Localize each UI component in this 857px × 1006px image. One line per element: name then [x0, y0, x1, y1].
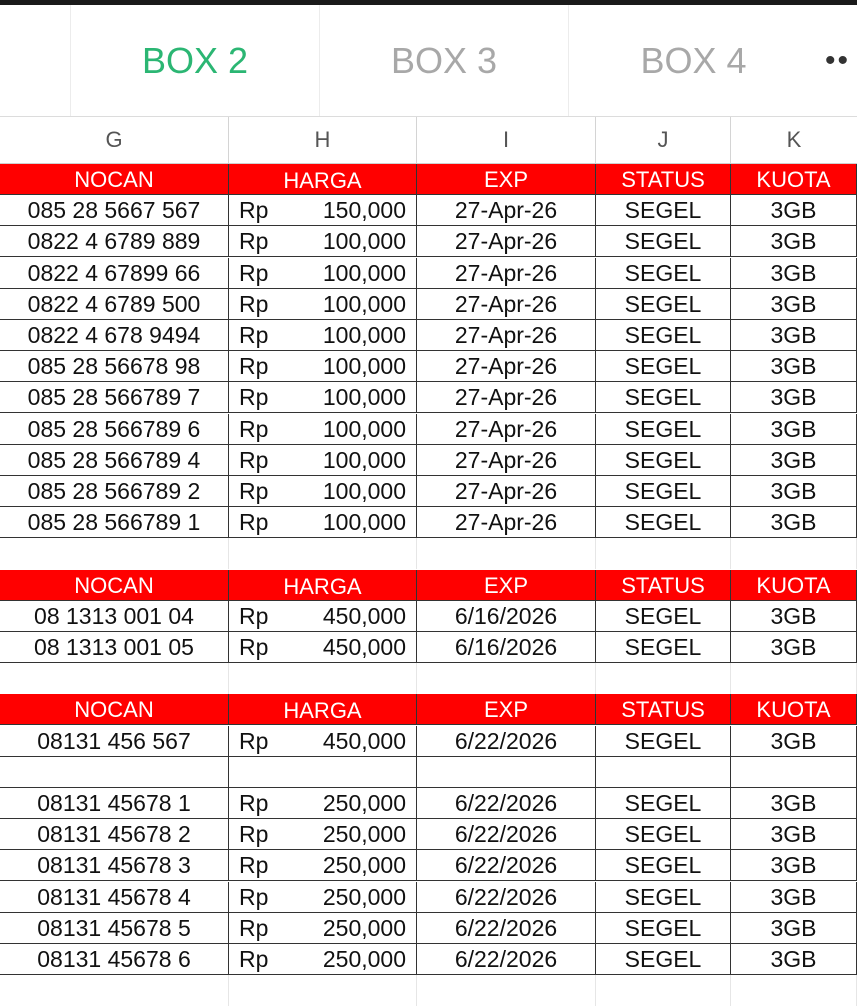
cell-kuota[interactable]: 3GB — [731, 414, 857, 445]
cell-exp[interactable]: 6/22/2026 — [417, 913, 596, 944]
cell-harga[interactable] — [229, 757, 417, 788]
blank-row — [0, 538, 857, 569]
cell-harga[interactable] — [229, 944, 417, 975]
currency-label: Rp — [239, 946, 269, 972]
empty-cell[interactable] — [731, 663, 857, 694]
currency-label: Rp — [239, 353, 269, 380]
cell-nocan[interactable]: 08131 45678 2 — [0, 819, 229, 850]
header-kuota[interactable]: KUOTA — [731, 570, 857, 601]
cell-exp[interactable]: 27-Apr-26 — [417, 195, 596, 226]
table-row — [0, 226, 857, 257]
header-nocan[interactable]: NOCAN — [0, 694, 229, 725]
cell-status[interactable] — [596, 757, 731, 788]
table-row — [0, 819, 857, 850]
currency-label: Rp — [239, 384, 269, 411]
sheet-tab-bar — [0, 5, 857, 117]
header-harga[interactable]: HARGA — [229, 570, 417, 601]
cell-harga[interactable] — [229, 913, 417, 944]
price-value: 250,000 — [322, 883, 406, 910]
cell-harga[interactable] — [229, 726, 417, 757]
empty-cell[interactable] — [417, 975, 596, 1006]
cell-nocan[interactable]: 08131 45678 3 — [0, 850, 229, 881]
header-status[interactable]: STATUS — [596, 694, 731, 725]
currency-label: Rp — [239, 821, 269, 848]
cell-harga[interactable] — [229, 601, 417, 632]
header-harga[interactable]: HARGA — [229, 694, 417, 725]
cell-status[interactable]: SEGEL — [596, 882, 731, 913]
price-value: 250,000 — [322, 821, 406, 848]
cell-exp[interactable]: 6/22/2026 — [417, 726, 596, 757]
cell-exp[interactable]: 6/22/2026 — [417, 788, 596, 819]
cell-exp[interactable]: 27-Apr-26 — [417, 258, 596, 289]
cell-kuota[interactable]: 3GB — [731, 913, 857, 944]
cell-nocan[interactable]: 085 28 566789 2 — [0, 476, 229, 507]
cell-harga[interactable] — [229, 507, 417, 538]
table-row — [0, 913, 857, 944]
cell-kuota[interactable]: 3GB — [731, 351, 857, 382]
price-value: 100,000 — [322, 290, 406, 317]
cell-harga[interactable] — [229, 351, 417, 382]
cell-status[interactable]: SEGEL — [596, 601, 731, 632]
cell-exp[interactable]: 6/16/2026 — [417, 632, 596, 663]
currency-label: Rp — [239, 290, 269, 317]
column-header-g[interactable]: G — [0, 117, 229, 163]
table-row — [0, 414, 857, 445]
cell-kuota[interactable]: 3GB — [731, 476, 857, 507]
cell-harga[interactable] — [229, 788, 417, 819]
cell-exp[interactable]: 27-Apr-26 — [417, 414, 596, 445]
table-row — [0, 289, 857, 320]
price-value: 100,000 — [322, 446, 406, 473]
price-value: 100,000 — [322, 259, 406, 286]
table-row — [0, 445, 857, 476]
cell-kuota[interactable]: 3GB — [731, 507, 857, 538]
currency-label: Rp — [239, 914, 269, 941]
table-row — [0, 882, 857, 913]
cell-status[interactable]: SEGEL — [596, 850, 731, 881]
cell-nocan[interactable]: 08 1313 001 04 — [0, 601, 229, 632]
cell-status[interactable]: SEGEL — [596, 320, 731, 351]
header-exp[interactable]: EXP — [417, 164, 596, 195]
cell-exp[interactable]: 27-Apr-26 — [417, 351, 596, 382]
cell-kuota[interactable]: 3GB — [731, 195, 857, 226]
header-kuota[interactable]: KUOTA — [731, 694, 857, 725]
cell-kuota[interactable]: 3GB — [731, 819, 857, 850]
cell-status[interactable]: SEGEL — [596, 913, 731, 944]
cell-kuota[interactable]: 3GB — [731, 258, 857, 289]
cell-nocan[interactable]: 085 28 566789 4 — [0, 445, 229, 476]
empty-cell[interactable] — [0, 538, 229, 569]
cell-kuota[interactable]: 3GB — [731, 289, 857, 320]
empty-cell[interactable] — [229, 663, 417, 694]
currency-label: Rp — [239, 197, 269, 224]
header-status[interactable]: STATUS — [596, 570, 731, 601]
empty-cell[interactable] — [731, 975, 857, 1006]
cell-status[interactable]: SEGEL — [596, 726, 731, 757]
cell-nocan[interactable]: 085 28 566789 1 — [0, 507, 229, 538]
table-row — [0, 726, 857, 757]
empty-cell[interactable] — [0, 663, 229, 694]
empty-cell[interactable] — [731, 538, 857, 569]
cell-status[interactable]: SEGEL — [596, 788, 731, 819]
cell-nocan[interactable]: 08131 45678 4 — [0, 882, 229, 913]
cell-kuota[interactable]: 3GB — [731, 382, 857, 413]
price-value: 450,000 — [322, 634, 406, 660]
currency-label: Rp — [239, 478, 269, 504]
cell-harga[interactable] — [229, 819, 417, 850]
cell-kuota[interactable]: 3GB — [731, 788, 857, 819]
price-value: 250,000 — [322, 914, 406, 941]
cell-exp[interactable]: 6/22/2026 — [417, 882, 596, 913]
cell-status[interactable]: SEGEL — [596, 414, 731, 445]
cell-nocan[interactable]: 0822 4 6789 500 — [0, 289, 229, 320]
cell-kuota[interactable]: 3GB — [731, 850, 857, 881]
table-row — [0, 195, 857, 226]
currency-label: Rp — [239, 852, 269, 879]
cell-kuota[interactable]: 3GB — [731, 226, 857, 257]
cell-harga[interactable] — [229, 414, 417, 445]
cell-exp[interactable]: 27-Apr-26 — [417, 476, 596, 507]
cell-kuota[interactable]: 3GB — [731, 445, 857, 476]
tab-box-4[interactable]: BOX 4 — [568, 5, 818, 117]
cell-exp[interactable]: 6/22/2026 — [417, 819, 596, 850]
cell-kuota[interactable]: 3GB — [731, 882, 857, 913]
currency-label: Rp — [239, 415, 269, 442]
table-row — [0, 320, 857, 351]
price-value: 250,000 — [322, 790, 406, 816]
table-row — [0, 351, 857, 382]
header-status[interactable]: STATUS — [596, 164, 731, 195]
cell-kuota[interactable]: 3GB — [731, 320, 857, 351]
cell-exp[interactable]: 27-Apr-26 — [417, 382, 596, 413]
price-value: 100,000 — [322, 478, 406, 504]
header-harga[interactable]: HARGA — [229, 164, 417, 195]
cell-exp[interactable] — [417, 757, 596, 788]
cell-status[interactable]: SEGEL — [596, 226, 731, 257]
currency-label: Rp — [239, 446, 269, 473]
more-tabs-icon[interactable]: •• — [824, 44, 850, 77]
table-row — [0, 507, 857, 538]
cell-harga[interactable] — [229, 258, 417, 289]
empty-cell[interactable] — [229, 975, 417, 1006]
cell-exp[interactable]: 27-Apr-26 — [417, 226, 596, 257]
price-value: 450,000 — [322, 727, 406, 754]
cell-exp[interactable]: 27-Apr-26 — [417, 289, 596, 320]
blank-row — [0, 663, 857, 694]
cell-nocan[interactable]: 08131 45678 6 — [0, 944, 229, 975]
currency-label: Rp — [239, 228, 269, 255]
cell-harga[interactable] — [229, 382, 417, 413]
empty-cell[interactable] — [229, 538, 417, 569]
cell-exp[interactable]: 27-Apr-26 — [417, 320, 596, 351]
price-value: 100,000 — [322, 353, 406, 380]
section-header-row — [0, 694, 857, 725]
cell-status[interactable]: SEGEL — [596, 632, 731, 663]
header-exp[interactable]: EXP — [417, 694, 596, 725]
table-row — [0, 601, 857, 632]
cell-harga[interactable] — [229, 226, 417, 257]
tab-box-2[interactable]: BOX 2 — [70, 5, 319, 117]
currency-label: Rp — [239, 602, 269, 629]
currency-label: Rp — [239, 727, 269, 754]
empty-cell[interactable] — [596, 663, 731, 694]
cell-harga[interactable] — [229, 289, 417, 320]
cell-nocan[interactable]: 085 28 5667 567 — [0, 195, 229, 226]
price-value: 100,000 — [322, 415, 406, 442]
table-row — [0, 476, 857, 507]
cell-kuota[interactable]: 3GB — [731, 944, 857, 975]
column-header-j[interactable]: J — [596, 117, 731, 163]
cell-nocan[interactable]: 08131 456 567 — [0, 726, 229, 757]
cell-kuota[interactable]: 3GB — [731, 601, 857, 632]
header-nocan[interactable]: NOCAN — [0, 570, 229, 601]
currency-label: Rp — [239, 883, 269, 910]
column-header-k[interactable]: K — [731, 117, 857, 163]
table-row — [0, 382, 857, 413]
cell-exp[interactable]: 6/16/2026 — [417, 601, 596, 632]
cell-status[interactable]: SEGEL — [596, 819, 731, 850]
price-value: 100,000 — [322, 322, 406, 348]
currency-label: Rp — [239, 790, 269, 816]
cell-status[interactable]: SEGEL — [596, 289, 731, 320]
cell-exp[interactable]: 27-Apr-26 — [417, 445, 596, 476]
empty-cell[interactable] — [596, 538, 731, 569]
cell-nocan[interactable]: 085 28 56678 98 — [0, 351, 229, 382]
cell-harga[interactable] — [229, 320, 417, 351]
cell-harga[interactable] — [229, 850, 417, 881]
table-row — [0, 944, 857, 975]
tab-box-3[interactable]: BOX 3 — [319, 5, 568, 117]
cell-exp[interactable]: 6/22/2026 — [417, 944, 596, 975]
cell-status[interactable]: SEGEL — [596, 476, 731, 507]
price-value: 250,000 — [322, 946, 406, 972]
price-value: 450,000 — [322, 602, 406, 629]
cell-nocan[interactable]: 08131 45678 1 — [0, 788, 229, 819]
price-value: 100,000 — [322, 384, 406, 411]
cell-status[interactable]: SEGEL — [596, 445, 731, 476]
cell-nocan[interactable]: 08 1313 001 05 — [0, 632, 229, 663]
cell-kuota[interactable]: 3GB — [731, 632, 857, 663]
header-exp[interactable]: EXP — [417, 570, 596, 601]
currency-label: Rp — [239, 259, 269, 286]
cell-status[interactable]: SEGEL — [596, 258, 731, 289]
column-header-i[interactable]: I — [417, 117, 596, 163]
cell-harga[interactable] — [229, 195, 417, 226]
currency-label: Rp — [239, 634, 269, 660]
empty-cell[interactable] — [417, 538, 596, 569]
cell-nocan[interactable]: 0822 4 678 9494 — [0, 320, 229, 351]
cell-harga[interactable] — [229, 632, 417, 663]
empty-cell[interactable] — [0, 975, 229, 1006]
section-header-row — [0, 164, 857, 195]
price-value: 100,000 — [322, 228, 406, 255]
empty-cell[interactable] — [417, 663, 596, 694]
cell-nocan[interactable]: 085 28 566789 6 — [0, 414, 229, 445]
tab-previous-partial[interactable] — [0, 5, 70, 117]
column-header-h[interactable]: H — [229, 117, 417, 163]
cell-status[interactable]: SEGEL — [596, 195, 731, 226]
price-value: 150,000 — [322, 197, 406, 224]
price-value: 100,000 — [322, 509, 406, 536]
currency-label: Rp — [239, 509, 269, 536]
cell-exp[interactable]: 27-Apr-26 — [417, 507, 596, 538]
cell-nocan[interactable]: 0822 4 67899 66 — [0, 258, 229, 289]
blank-row — [0, 975, 857, 1006]
cell-harga[interactable] — [229, 882, 417, 913]
empty-cell[interactable] — [596, 975, 731, 1006]
table-row — [0, 850, 857, 881]
table-row — [0, 258, 857, 289]
cell-nocan[interactable]: 0822 4 6789 889 — [0, 226, 229, 257]
cell-nocan[interactable]: 08131 45678 5 — [0, 913, 229, 944]
currency-label: Rp — [239, 322, 269, 348]
table-row — [0, 632, 857, 663]
cell-kuota[interactable]: 3GB — [731, 726, 857, 757]
cell-kuota[interactable] — [731, 757, 857, 788]
cell-status[interactable]: SEGEL — [596, 507, 731, 538]
section-header-row — [0, 570, 857, 601]
cell-nocan[interactable] — [0, 757, 229, 788]
header-kuota[interactable]: KUOTA — [731, 164, 857, 195]
cell-exp[interactable]: 6/22/2026 — [417, 850, 596, 881]
cell-nocan[interactable]: 085 28 566789 7 — [0, 382, 229, 413]
header-nocan[interactable]: NOCAN — [0, 164, 229, 195]
price-value: 250,000 — [322, 852, 406, 879]
cell-harga[interactable] — [229, 445, 417, 476]
cell-status[interactable]: SEGEL — [596, 382, 731, 413]
table-row — [0, 788, 857, 819]
table-row — [0, 757, 857, 788]
cell-status[interactable]: SEGEL — [596, 351, 731, 382]
cell-status[interactable]: SEGEL — [596, 944, 731, 975]
cell-harga[interactable] — [229, 476, 417, 507]
